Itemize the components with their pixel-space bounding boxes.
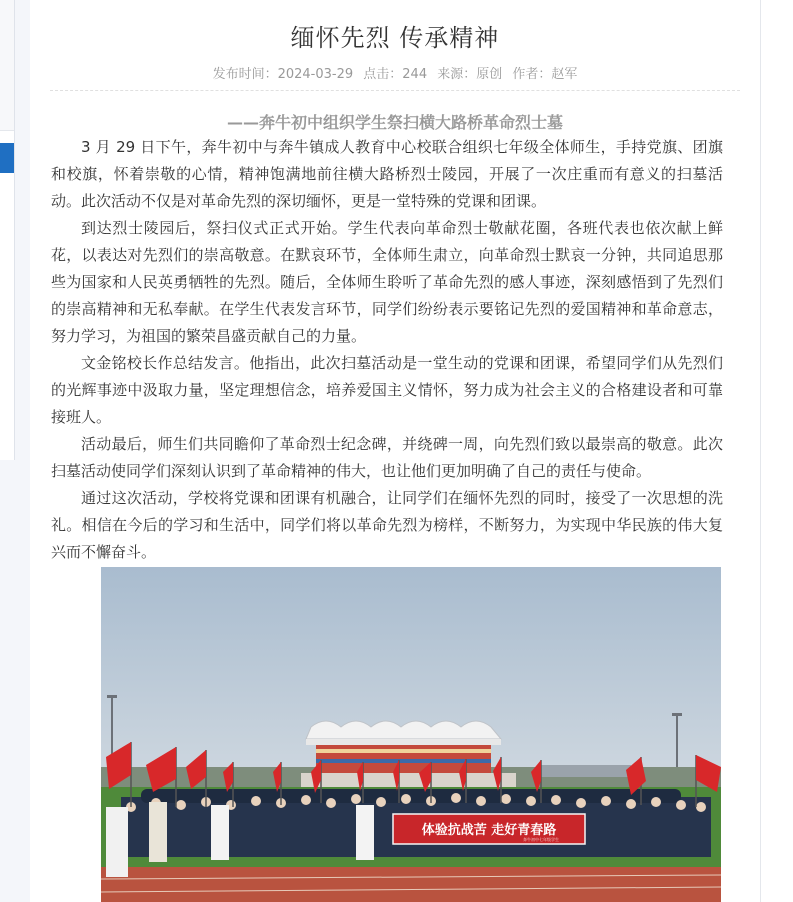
sidebar-segment (0, 20, 14, 131)
left-sidebar (0, 0, 15, 460)
sidebar-active-tab[interactable] (0, 143, 14, 173)
paragraph: 到达烈士陵园后，祭扫仪式正式开始。学生代表向革命烈士敬献花圈，各班代表也依次献上鲜花，以表达对先烈们的崇高敬意。在默哀环节，全体师生肃立，向革命烈士默哀一分钟，共同追思那些为国家和人民英勇牺牲的先烈。随后，全体师生聆听了革命先烈的感人事迹，深刻感悟到了先烈们的崇高精神和无私奉献。在学生代表发言环节，同学们纷纷表示要铭记先烈的爱国精神和革命意志，努力学习，为祖国的繁荣昌盛贡献自己的力量。 (51, 219, 723, 345)
paragraph: 通过这次活动，学校将党课和团课有机融合，让同学们在缅怀先烈的同时，接受了一次思想的洗礼。相信在今后的学习和生活中，同学们将以革命先烈为榜样，不断努力，为实现中华民族的伟大复兴而不懈奋斗。 (51, 489, 723, 561)
click-count: 点击：244 (363, 67, 428, 82)
meta-divider (50, 90, 740, 91)
paragraph: 活动最后，师生们共同瞻仰了革命烈士纪念碑，并绕碑一周，向先烈们致以最崇高的敬意。此次扫墓活动使同学们深刻认识到了革命精神的伟大，也让他们更加明确了自己的责任与使命。 (51, 435, 723, 480)
right-sidebar (760, 0, 793, 902)
article-container (30, 0, 760, 902)
article-meta (30, 63, 760, 82)
article-body (51, 134, 723, 566)
banner-small-text: 奔牛初中七年级学生 (523, 837, 559, 842)
article-subtitle: ——奔牛初中组织学生祭扫横大路桥革命烈士墓 (226, 113, 563, 132)
publish-time: 发布时间：2024-03-29 (212, 67, 354, 82)
author: 作者：赵军 (512, 67, 578, 82)
sidebar-segment (0, 0, 14, 21)
article-title: 缅怀先烈 传承精神 (290, 24, 500, 52)
paragraph: 3 月 29 日下午，奔牛初中与奔牛镇成人教育中心校联合组织七年级全体师生，手持党旗、团旗和校旗，怀着崇敬的心情，精神饱满地前往横大路桥烈士陵园，开展了一次庄重而有意义的扫墓活动。此次活动不仅是对革命先烈的深切缅怀，更是一堂特殊的党课和团课。 (51, 138, 723, 210)
banner-text: 体验抗战苦 走好青春路 (421, 823, 557, 838)
source: 来源：原创 (437, 67, 503, 82)
paragraph: 文金铭校长作总结发言。他指出，此次扫墓活动是一堂生动的党课和团课，希望同学们从先烈们的光辉事迹中汲取力量，坚定理想信念，培养爱国主义情怀，努力成为社会主义的合格建设者和可靠接班人。 (51, 354, 723, 426)
group-photo (101, 567, 721, 902)
